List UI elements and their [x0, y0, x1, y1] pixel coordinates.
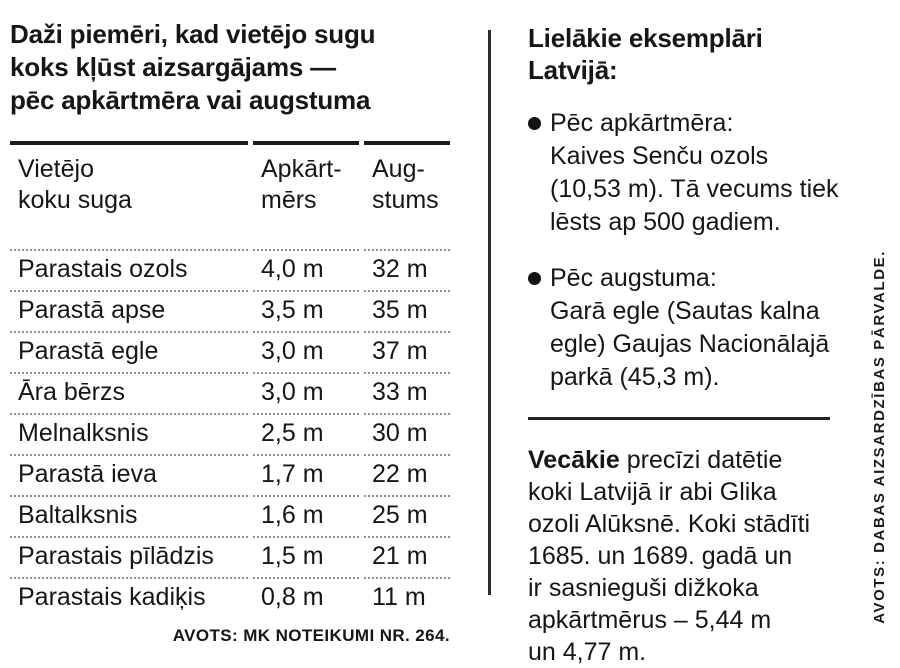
col-header-girth	[253, 141, 359, 249]
species-cell: Parastā egle	[10, 331, 248, 372]
girth-cell: 1,7 m	[253, 454, 359, 495]
col-header-height-line: stums	[372, 186, 439, 214]
height-cell: 22 m	[364, 454, 450, 495]
left-title	[10, 18, 450, 117]
girth-cell: 3,5 m	[253, 290, 359, 331]
bullet-icon	[528, 272, 541, 285]
bullet-line: (10,53 m). Tā vecums tiek	[550, 175, 839, 203]
bullet-line: Pēc apkārtmēra:	[550, 109, 734, 137]
note-line-rest: precīzi datētie	[626, 446, 783, 474]
section-divider	[528, 417, 830, 420]
right-heading: Lielākie eksemplāri Latvijā:	[528, 23, 763, 85]
oldest-trees-note	[528, 444, 850, 668]
bullet-line: egle) Gaujas Nacionālajā	[550, 330, 830, 358]
height-cell: 33 m	[364, 372, 450, 413]
species-table	[10, 141, 450, 618]
height-cell: 11 m	[364, 577, 450, 618]
col-header-height	[364, 141, 450, 249]
examples-panel	[528, 22, 850, 668]
girth-cell: 0,8 m	[253, 577, 359, 618]
note-line: koki Latvijā ir abi Glika	[528, 478, 777, 506]
species-cell: Parastais kadiķis	[10, 577, 248, 618]
bullet-line: Garā egle (Sautas kalna	[550, 297, 820, 325]
col-header-species-line: koku suga	[18, 186, 132, 214]
species-cell: Parastais pīlādzis	[10, 536, 248, 577]
note-line	[528, 444, 850, 476]
girth-cell: 2,5 m	[253, 413, 359, 454]
species-cell: Parastais ozols	[10, 249, 248, 290]
height-cell: 35 m	[364, 290, 450, 331]
species-cell: Āra bērzs	[10, 372, 248, 413]
note-line: ozoli Alūksnē. Koki stādīti	[528, 510, 811, 538]
species-cell: Melnalksnis	[10, 413, 248, 454]
bullet-text	[550, 107, 839, 239]
criteria-panel	[10, 18, 450, 646]
height-cell: 32 m	[364, 249, 450, 290]
girth-cell: 4,0 m	[253, 249, 359, 290]
left-title-line: pēc apkārtmēra vai augstuma	[10, 85, 371, 115]
bullet-item-girth	[528, 107, 850, 239]
col-header-height-line: Aug-	[372, 155, 425, 183]
left-title-line: Daži piemēri, kad vietējo sugu	[10, 19, 376, 49]
height-cell: 30 m	[364, 413, 450, 454]
height-cell: 25 m	[364, 495, 450, 536]
bullet-item-height	[528, 262, 850, 394]
girth-cell: 3,0 m	[253, 372, 359, 413]
note-line: ir sasnieguši dižkoka	[528, 574, 759, 602]
note-line: apkārtmērus – 5,44 m	[528, 606, 772, 634]
note-line: 1685. un 1689. gadā un	[528, 542, 793, 570]
bullet-icon	[528, 117, 541, 130]
bullet-line: lēsts ap 500 gadiem.	[550, 208, 781, 236]
vertical-source-credit: AVOTS: DABAS AIZSARDZĪBAS PĀRVALDE.	[871, 250, 888, 624]
height-cell: 21 m	[364, 536, 450, 577]
species-cell: Baltalksnis	[10, 495, 248, 536]
column-divider	[488, 30, 491, 595]
height-cell: 37 m	[364, 331, 450, 372]
col-header-species	[10, 141, 248, 249]
col-header-species-line: Vietējo	[18, 155, 94, 183]
note-lead: Vecākie	[528, 446, 620, 474]
note-line: un 4,77 m.	[528, 638, 647, 666]
girth-cell: 3,0 m	[253, 331, 359, 372]
bullet-line: Kaives Senču ozols	[550, 142, 769, 170]
bullet-text	[550, 262, 829, 394]
species-cell: Parastā ieva	[10, 454, 248, 495]
bullet-line: parkā (45,3 m).	[550, 363, 720, 391]
girth-cell: 1,5 m	[253, 536, 359, 577]
col-header-girth-line: mērs	[261, 186, 317, 214]
bullet-line: Pēc augstuma:	[550, 264, 717, 292]
left-title-line: koks kļūst aizsargājams —	[10, 52, 336, 82]
girth-cell: 1,6 m	[253, 495, 359, 536]
table-source-credit: AVOTS: MK NOTEIKUMI NR. 264.	[172, 626, 450, 645]
species-cell: Parastā apse	[10, 290, 248, 331]
col-header-girth-line: Apkārt-	[261, 155, 342, 183]
